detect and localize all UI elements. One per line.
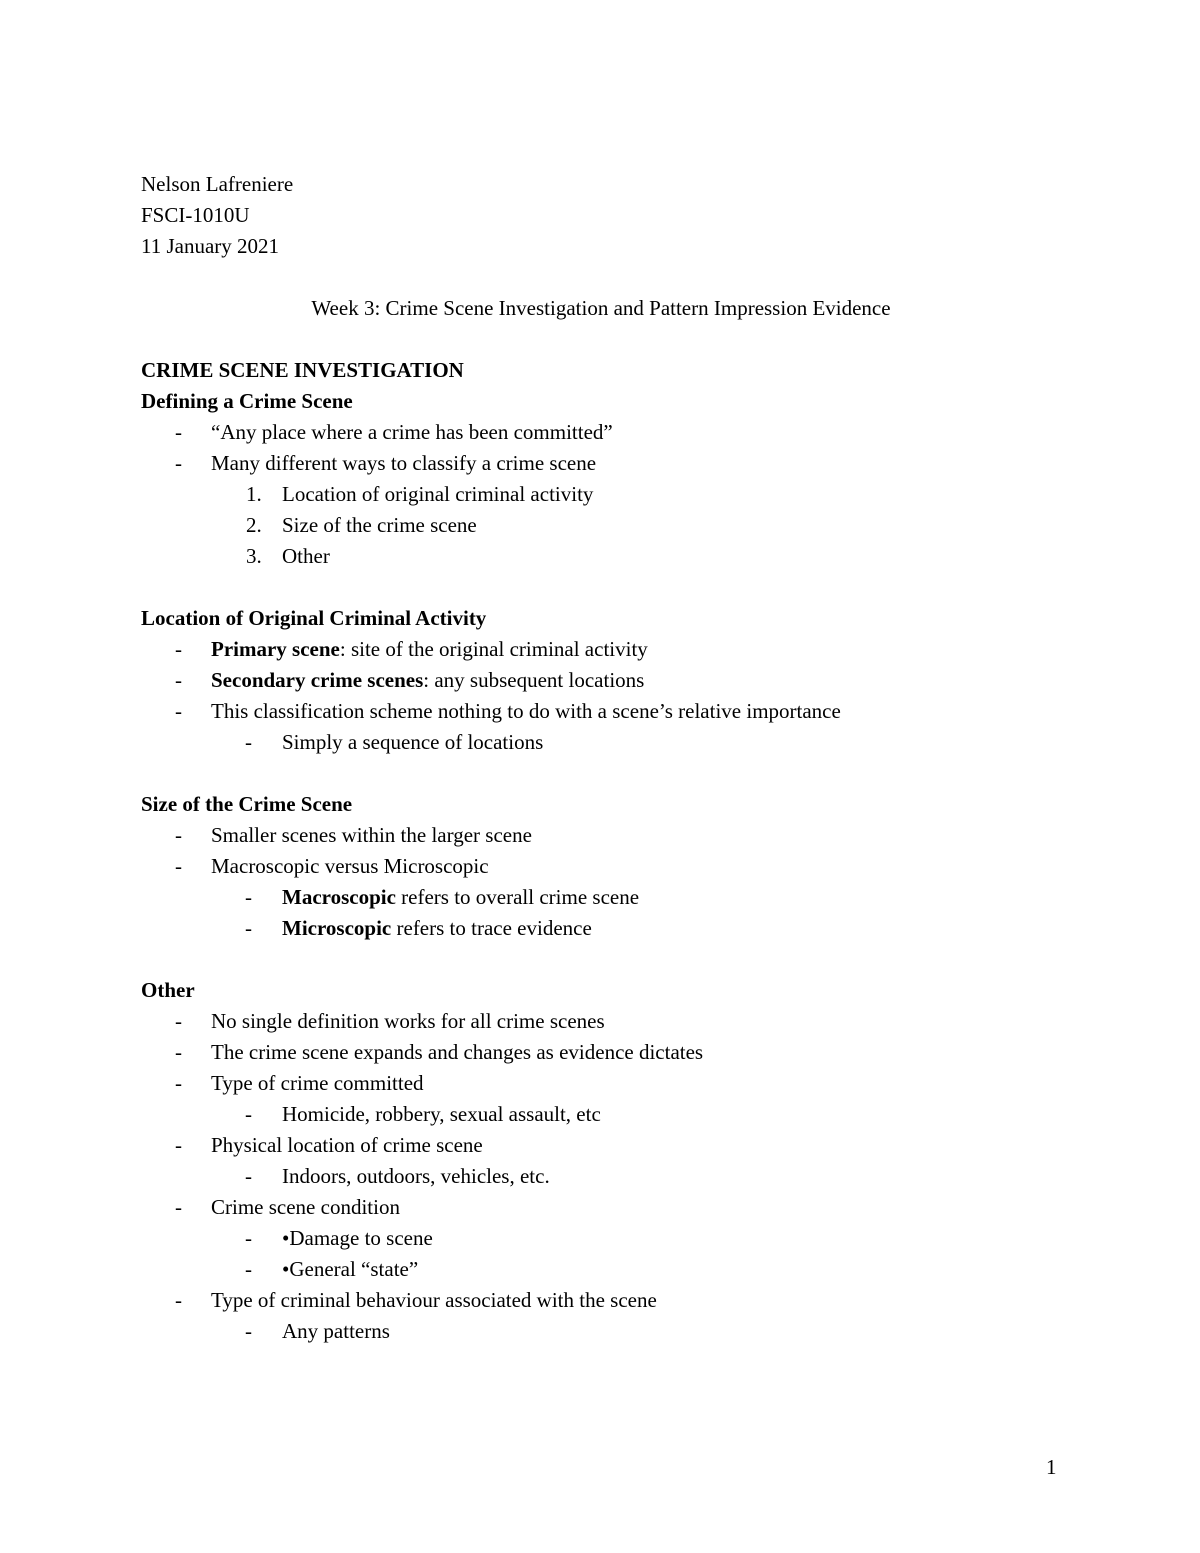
numbered-item-text: Other <box>282 544 330 568</box>
sub-list-item-text: •Damage to scene <box>282 1226 433 1250</box>
list-item <box>141 417 1061 448</box>
list-item-text: Many different ways to classify a crime scene <box>211 451 597 475</box>
list-item-text: “Any place where a crime has been committed” <box>211 420 613 444</box>
sub-list-item <box>141 913 1061 944</box>
dash-marker: - <box>245 1257 252 1281</box>
sub-list-item-text: •General “state” <box>282 1257 419 1281</box>
dash-marker: - <box>245 1164 252 1188</box>
numbered-item <box>141 479 1061 510</box>
section-heading-location: Location of Original Criminal Activity <box>141 606 487 630</box>
dash-marker: - <box>175 451 182 475</box>
sub-list-item <box>141 1161 1061 1192</box>
term-microscopic: Microscopic <box>282 916 392 940</box>
numbered-item <box>141 510 1061 541</box>
sub-list-item-text <box>282 882 639 913</box>
numbered-item-text: Location of original criminal activity <box>282 482 594 506</box>
dash-marker: - <box>175 854 182 878</box>
list-item <box>141 1130 1061 1161</box>
list-item <box>141 1068 1061 1099</box>
list-item-text: No single definition works for all crime scenes <box>211 1009 605 1033</box>
term-primary-scene: Primary scene <box>211 637 340 661</box>
list-item-text: Smaller scenes within the larger scene <box>211 823 532 847</box>
section-heading-size: Size of the Crime Scene <box>141 792 353 816</box>
list-item-text <box>211 634 648 665</box>
numbered-item <box>141 541 1061 572</box>
list-item <box>141 634 1061 665</box>
list-item <box>141 851 1061 882</box>
number-marker: 2. <box>246 513 262 537</box>
term-secondary-scenes: Secondary crime scenes <box>211 668 424 692</box>
sub-list-item-text: Any patterns <box>282 1319 390 1343</box>
dash-marker: - <box>175 1195 182 1219</box>
dash-marker: - <box>175 420 182 444</box>
list-item <box>141 820 1061 851</box>
list-item-text: Macroscopic versus Microscopic <box>211 854 489 878</box>
dash-marker: - <box>175 1071 182 1095</box>
list-item-text: Physical location of crime scene <box>211 1133 483 1157</box>
course-code: FSCI-1010U <box>141 203 250 227</box>
term-definition: refers to trace evidence <box>391 916 592 940</box>
sub-list-item <box>141 1099 1061 1130</box>
dash-marker: - <box>175 1288 182 1312</box>
term-macroscopic: Macroscopic <box>282 885 396 909</box>
sub-list-item-text: Indoors, outdoors, vehicles, etc. <box>282 1164 550 1188</box>
dash-marker: - <box>175 699 182 723</box>
dash-marker: - <box>175 823 182 847</box>
list-item-text <box>211 665 644 696</box>
dash-marker: - <box>175 1133 182 1157</box>
dash-marker: - <box>175 1009 182 1033</box>
dash-marker: - <box>175 1040 182 1064</box>
dash-marker: - <box>175 668 182 692</box>
list-item <box>141 1192 1061 1223</box>
term-definition: refers to overall crime scene <box>395 885 640 909</box>
dash-marker: - <box>245 885 252 909</box>
number-marker: 3. <box>246 544 262 568</box>
list-item <box>141 696 1061 727</box>
dash-marker: - <box>245 730 252 754</box>
term-definition: : any subsequent locations <box>423 668 645 692</box>
sub-list-item <box>141 882 1061 913</box>
list-item-text: Crime scene condition <box>211 1195 400 1219</box>
dash-marker: - <box>245 1102 252 1126</box>
page-number: 1 <box>1046 1455 1057 1479</box>
document-date: 11 January 2021 <box>141 234 280 258</box>
sub-list-item <box>141 1254 1061 1285</box>
list-item <box>141 448 1061 479</box>
dash-marker: - <box>175 637 182 661</box>
document-body <box>141 169 1061 1347</box>
list-item-text: Type of criminal behaviour associated with the scene <box>211 1288 657 1312</box>
section-heading-defining: Defining a Crime Scene <box>141 389 353 413</box>
sub-list-item-text: Simply a sequence of locations <box>282 730 544 754</box>
list-item <box>141 1037 1061 1068</box>
sub-list-item-text <box>282 913 592 944</box>
author-name: Nelson Lafreniere <box>141 172 294 196</box>
section-heading-other: Other <box>141 978 195 1002</box>
dash-marker: - <box>245 1319 252 1343</box>
list-item <box>141 1285 1061 1316</box>
list-item <box>141 665 1061 696</box>
number-marker: 1. <box>246 482 262 506</box>
numbered-item-text: Size of the crime scene <box>282 513 477 537</box>
sub-list-item-text: Homicide, robbery, sexual assault, etc <box>282 1102 601 1126</box>
dash-marker: - <box>245 1226 252 1250</box>
term-definition: : site of the original criminal activity <box>339 637 648 661</box>
sub-list-item <box>141 1316 1061 1347</box>
main-heading: CRIME SCENE INVESTIGATION <box>141 358 464 382</box>
list-item <box>141 1006 1061 1037</box>
sub-list-item <box>141 727 1061 758</box>
list-item-text: The crime scene expands and changes as evidence dictates <box>211 1040 704 1064</box>
sub-list-item <box>141 1223 1061 1254</box>
list-item-text: This classification scheme nothing to do with a scene’s relative importance <box>211 699 841 723</box>
list-item-text: Type of crime committed <box>211 1071 424 1095</box>
document-title: Week 3: Crime Scene Investigation and Pattern Impression Evidence <box>311 296 891 320</box>
dash-marker: - <box>245 916 252 940</box>
